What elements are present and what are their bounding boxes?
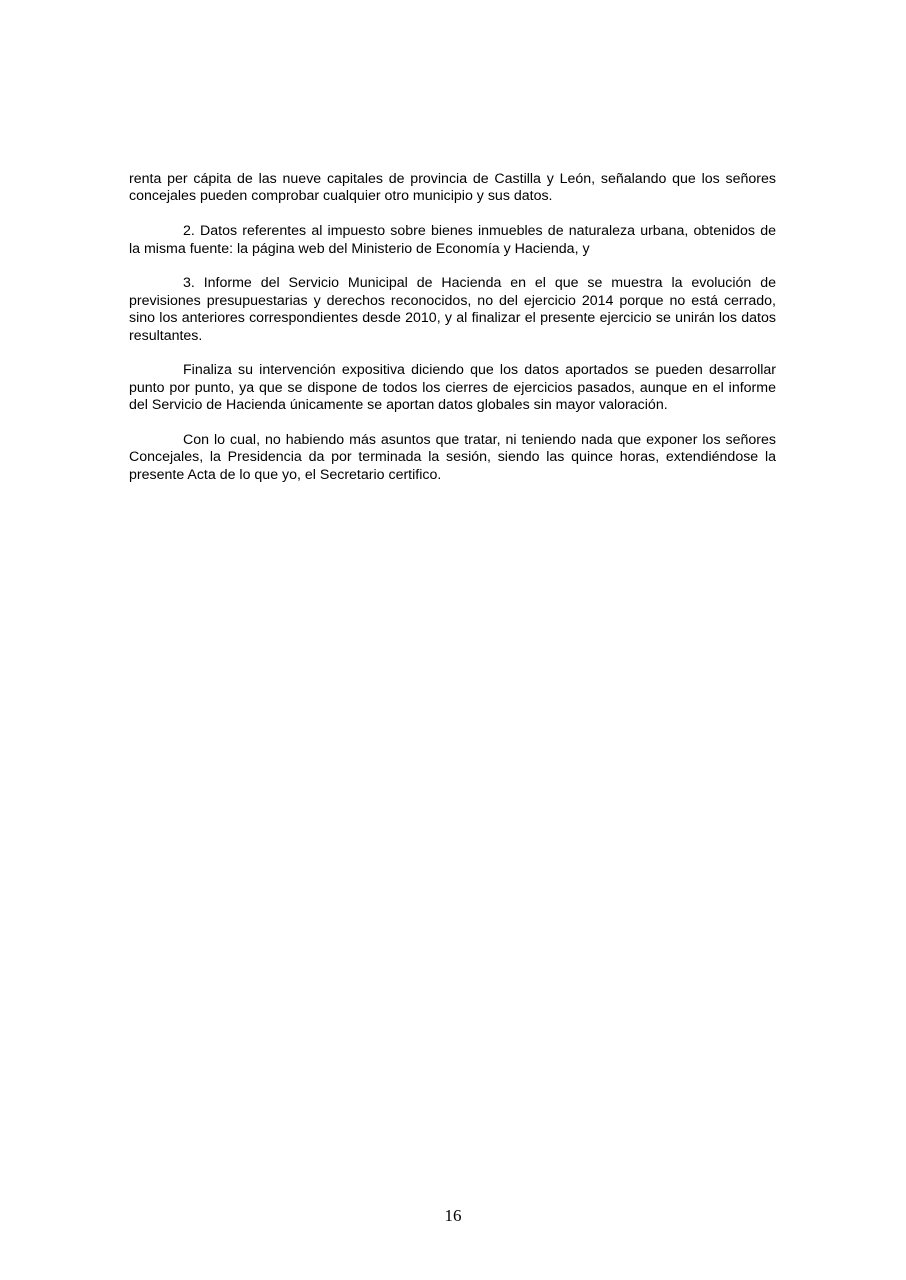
paragraph-informe-hacienda: 3. Informe del Servicio Municipal de Hacienda en el que se muestra la evolución de previsiones presupuestarias y derechos reconocidos, no del ejercicio 2014 porque no está cerrado, sino los anteriores correspondientes desde 2010, y al finalizar el presente ejercicio se unirán los datos resultantes. [129,275,776,344]
document-body [129,171,776,502]
paragraph-datos-ibi: 2. Datos referentes al impuesto sobre bienes inmuebles de naturaleza urbana, obtenidos de la misma fuente: la página web del Ministerio de Economía y Hacienda, y [129,223,776,257]
paragraph-renta-per-capita: renta per cápita de las nueve capitales de provincia de Castilla y León, señalando que los señores concejales pueden comprobar cualquier otro municipio y sus datos. [129,171,776,205]
paragraph-cierre-sesion: Con lo cual, no habiendo más asuntos que tratar, ni teniendo nada que exponer los señores Concejales, la Presidencia da por terminada la sesión, siendo las quince horas, extendiéndose la presente Acta de lo que yo, el Secretario certifico. [129,432,776,483]
page-number: 16 [444,1206,462,1225]
paragraph-finaliza-intervencion: Finaliza su intervención expositiva diciendo que los datos aportados se pueden desarrollar punto por punto, ya que se dispone de todos los cierres de ejercicios pasados, aunque en el informe del Servicio de Hacienda únicamente se aportan datos globales sin mayor valoración. [129,362,776,414]
